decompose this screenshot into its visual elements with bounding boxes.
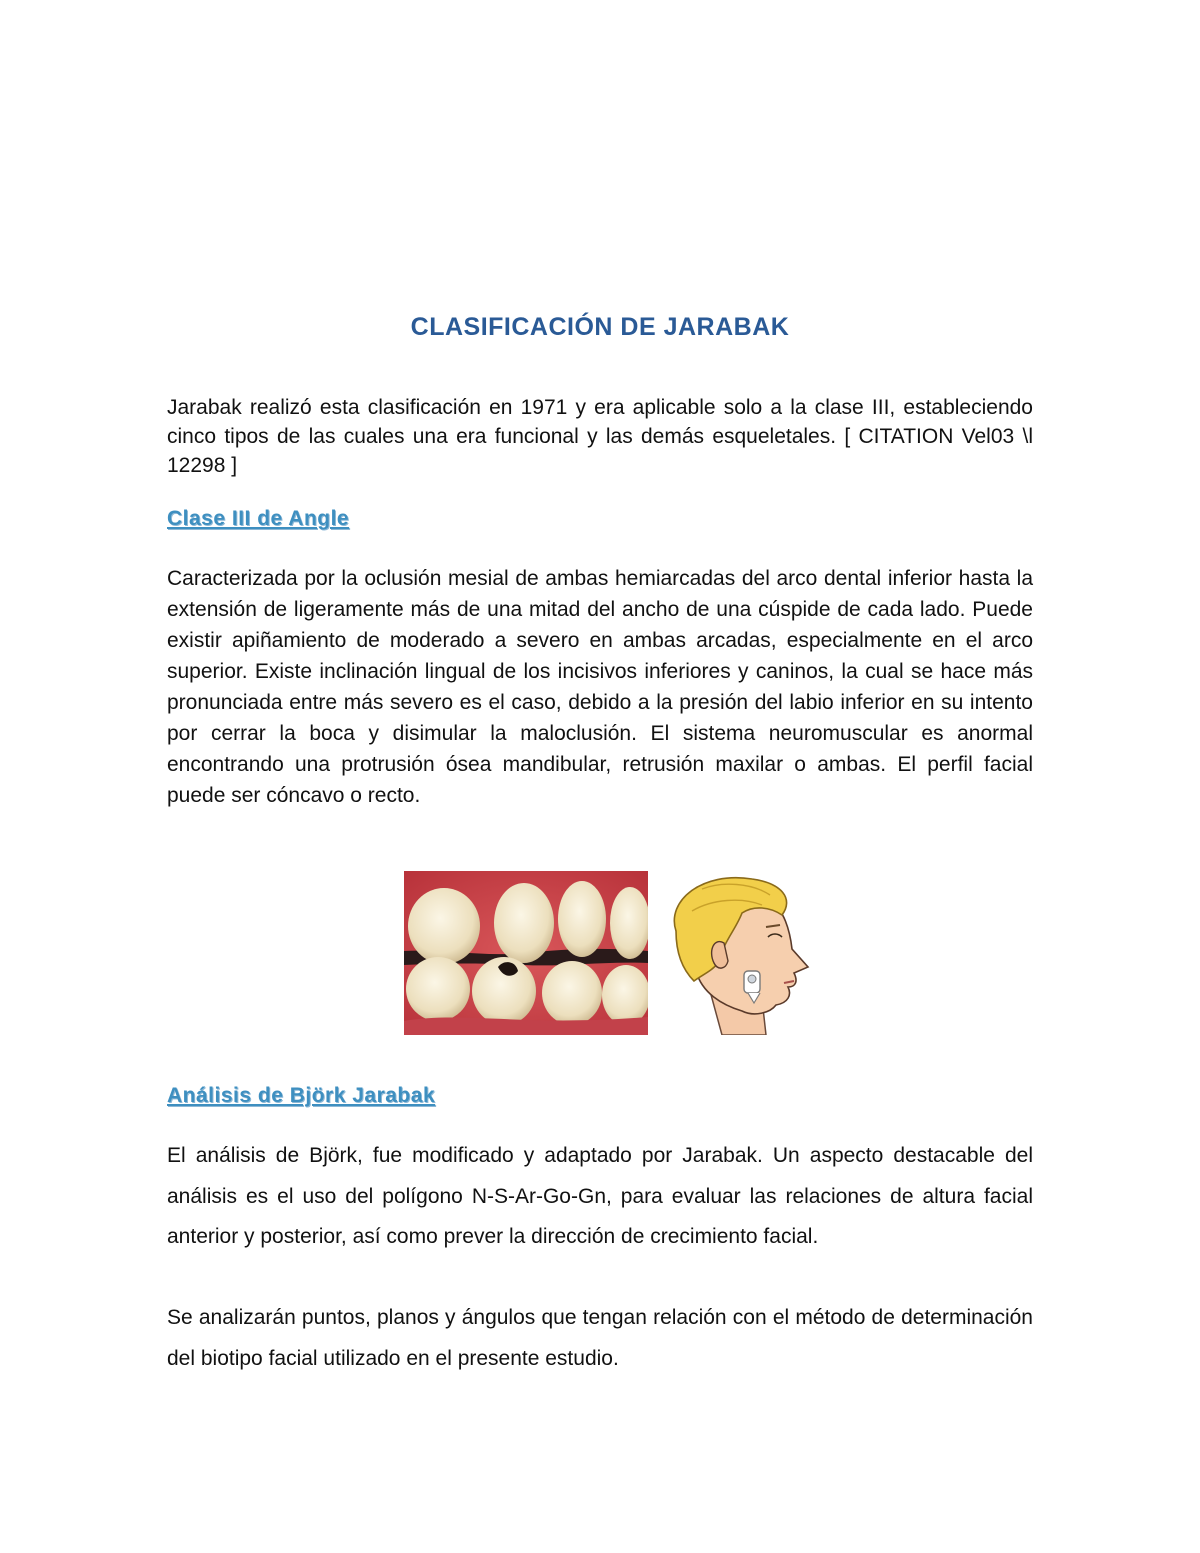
intro-paragraph: Jarabak realizó esta clasificación en 1971 y era aplicable solo a la clase III, estableciendo cinco tipos de las cuales una era funcional y las demás esqueletales. [ CITATION Vel03 \l 12298 ]: [167, 396, 1033, 477]
section-heading-clase-iii: Clase III de Angle: [167, 507, 350, 530]
facial-profile-illustration: [662, 871, 814, 1035]
teeth-occlusion-image: [404, 871, 648, 1035]
page-title: CLASIFICACIÓN DE JARABAK: [410, 313, 790, 341]
bjork-paragraph-1: El análisis de Björk, fue modificado y adaptado por Jarabak. Un aspecto destacable del análisis es el uso del polígono N-S-Ar-Go-Gn, para evaluar las relaciones de altura facial anterior y posterior, así como prever la dirección de crecimiento facial.: [167, 1144, 1033, 1248]
section-heading-bjork-jarabak: Análisis de Björk Jarabak: [167, 1084, 436, 1107]
clase-iii-paragraph: Caracterizada por la oclusión mesial de ambas hemiarcadas del arco dental inferior hasta la extensión de ligeramente más de una mitad del ancho de una cúspide de cada lado. Puede existir apiñamiento de moderado a severo en ambas arcadas, especialmente en el arco superior. Existe inclinación lingual de los incisivos inferiores y caninos, la cual se hace más pronunciada entre más severo es el caso, debido a la presión del labio inferior en su intento por cerrar la boca y disimular la maloclusión. El sistema neuromuscular es anormal encontrando una protrusión ósea mandibular, retrusión maxilar o ambas. El perfil facial puede ser cóncavo o recto.: [167, 567, 1033, 807]
bjork-paragraph-2: Se analizarán puntos, planos y ángulos que tengan relación con el método de determinación del biotipo facial utilizado en el presente estudio.: [167, 1306, 1033, 1370]
